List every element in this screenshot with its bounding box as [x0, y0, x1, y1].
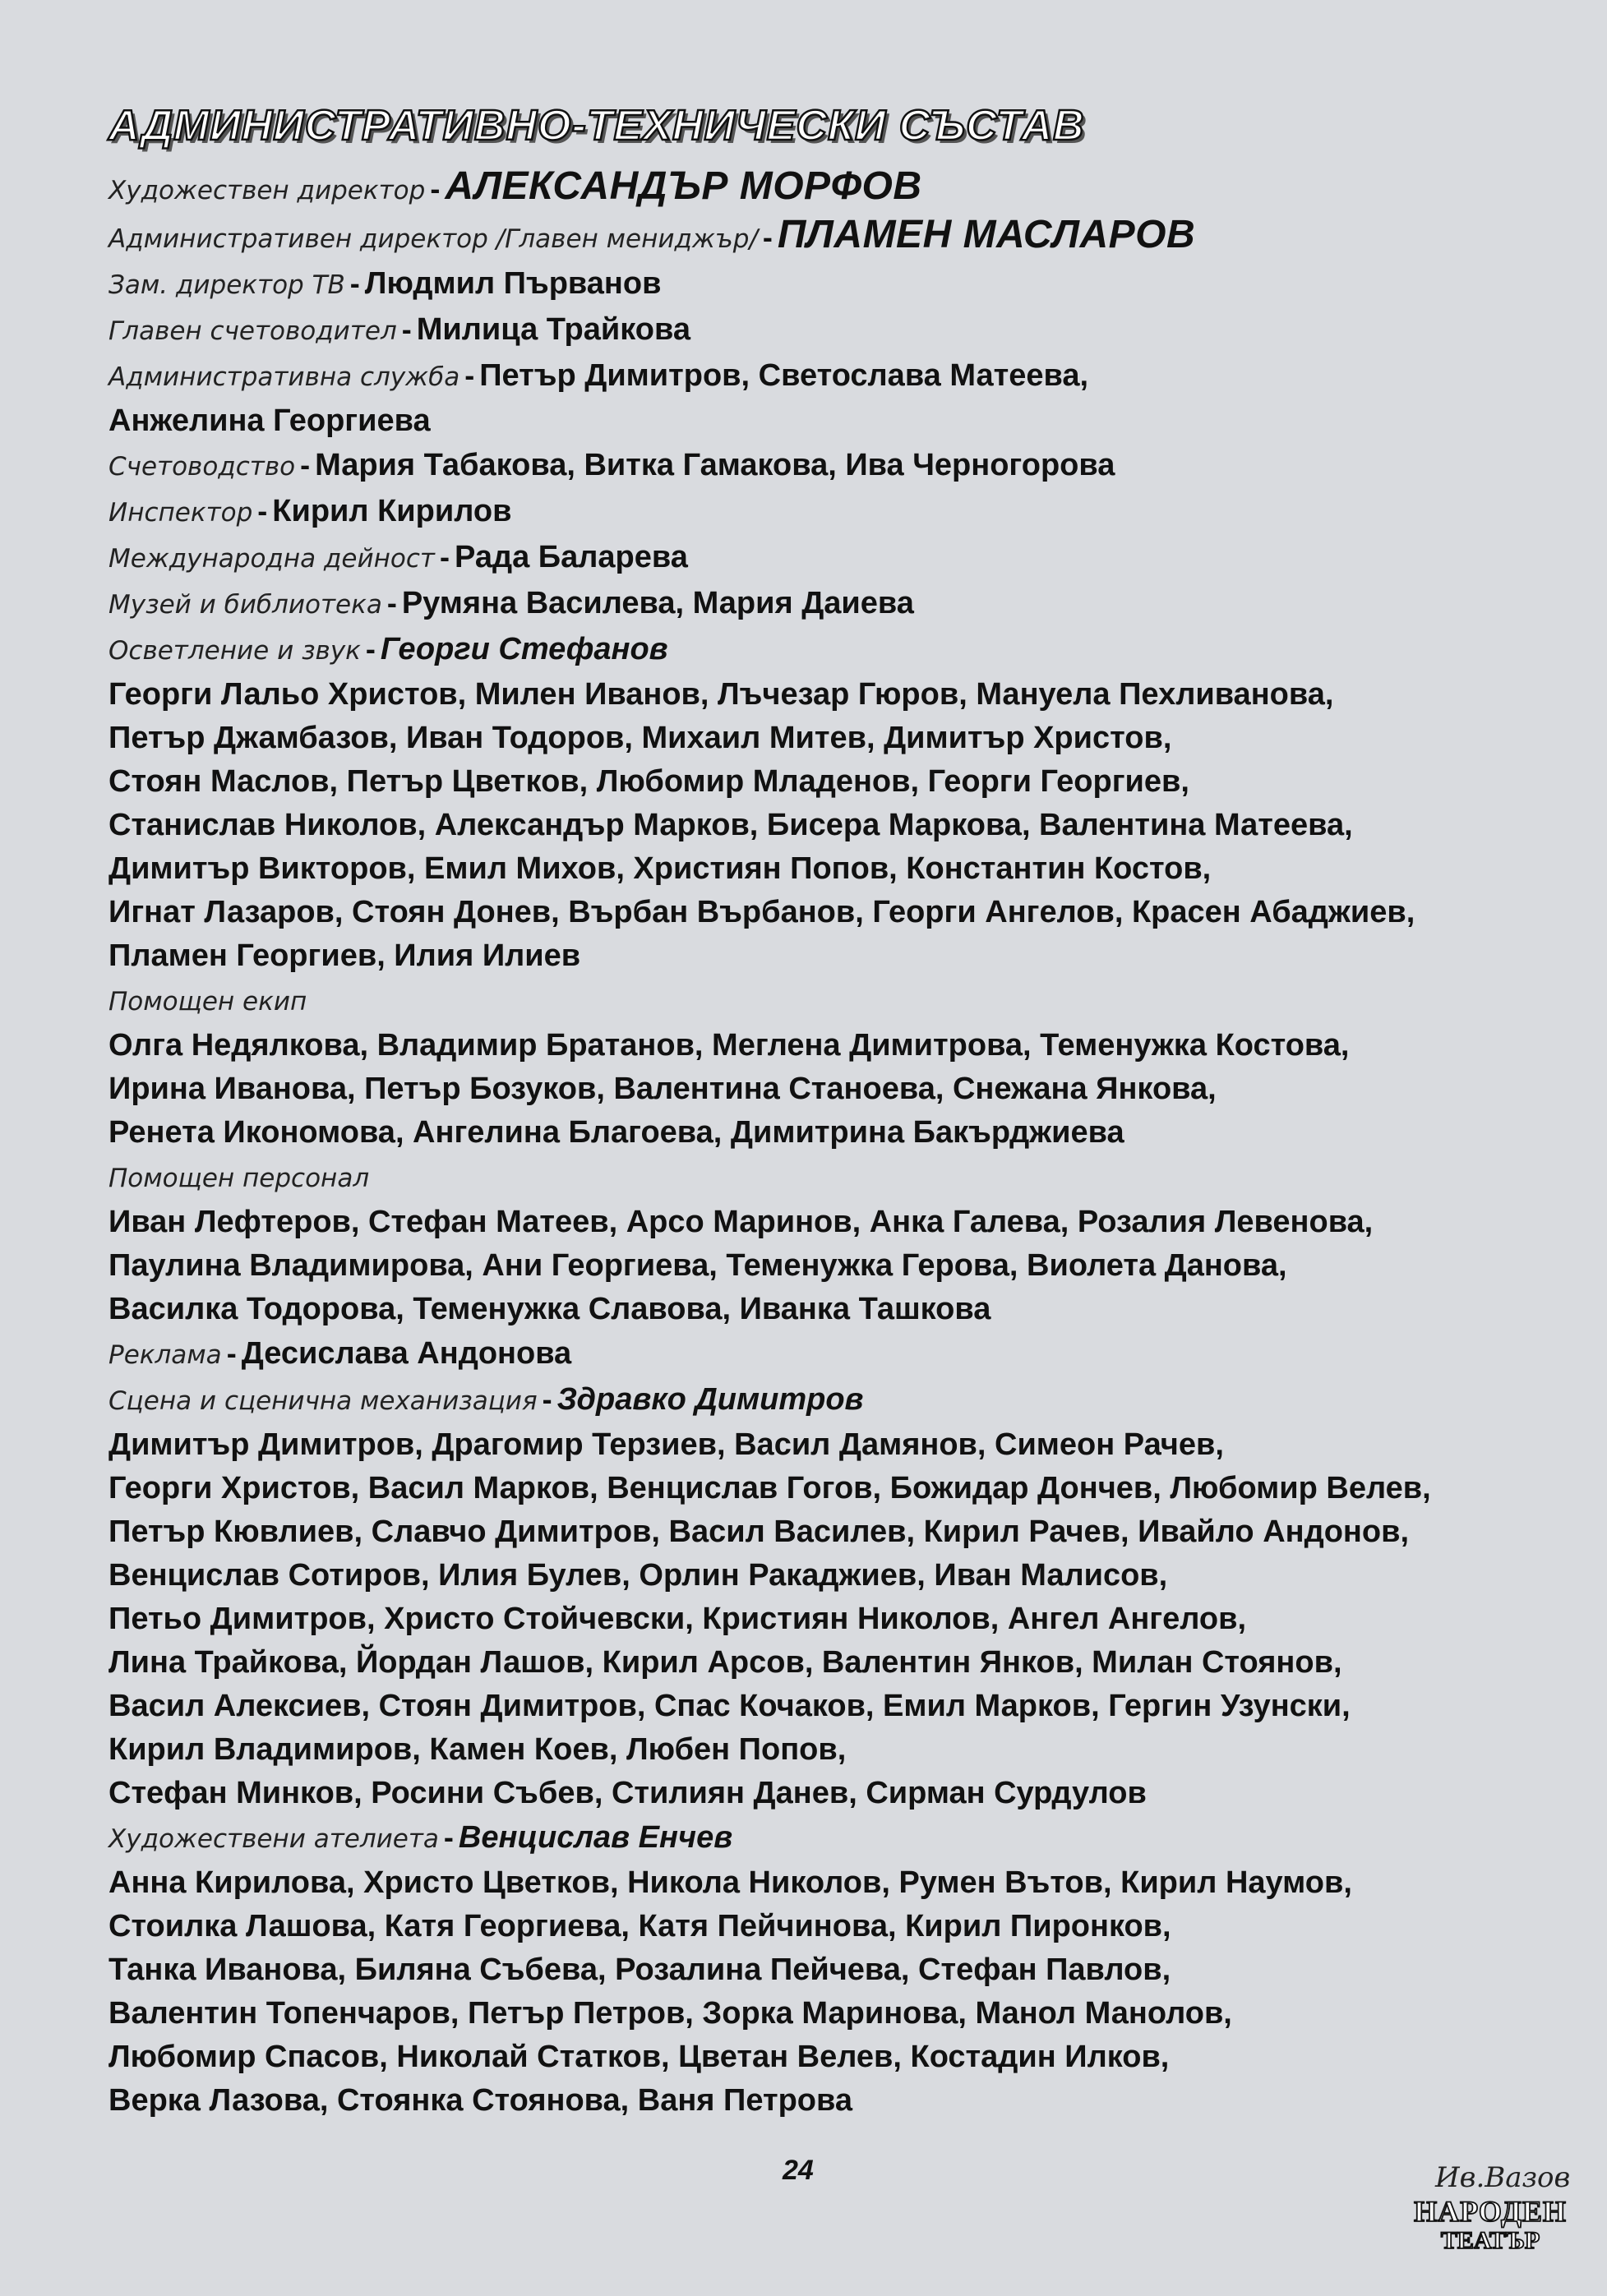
document-body — [109, 97, 1539, 2123]
logo-line-1: НАРОДЕН — [1414, 2195, 1567, 2228]
names-line: Пламен Георгиев, Илия Илиев — [109, 938, 581, 973]
names-line: Васил Алексиев, Стоян Димитров, Спас Кочаков, Емил Марков, Гергин Узунски, — [109, 1689, 1351, 1723]
person-name: Мария Табакова, Витка Гамакова, Ива Черногорова — [315, 448, 1115, 482]
names-line: Анна Кирилова, Христо Цветков, Никола Николов, Румен Вътов, Кирил Наумов, — [109, 1865, 1352, 1900]
names-line: Георги Христов, Васил Марков, Венцислав Гогов, Божидар Дончев, Любомир Велев, — [109, 1471, 1431, 1505]
role-line — [109, 261, 1539, 307]
names-line: Петър Кювлиев, Славчо Димитров, Васил Василев, Кирил Рачев, Ивайло Андонов, — [109, 1515, 1410, 1549]
person-name: АЛЕКСАНДЪР МОРФОВ — [445, 164, 922, 208]
separator: - — [300, 448, 311, 482]
logo-line-2: ТЕАТЪР — [1440, 2227, 1540, 2254]
person-name: Милица Трайкова — [416, 312, 690, 347]
person-name: Венцислав Енчев — [458, 1820, 733, 1855]
separator: - — [365, 632, 376, 666]
separator: - — [226, 1336, 237, 1370]
person-name: Румяна Василева, Мария Даиева — [401, 586, 914, 620]
separator: - — [401, 312, 412, 346]
names-line: Василка Тодорова, Теменужка Славова, Иванка Ташкова — [109, 1292, 991, 1326]
page-heading: АДМИНИСТРАТИВНО-ТЕХНИЧЕСКИ СЪСТАВ — [109, 102, 1085, 150]
logo-signature: Ив.Вазов — [1435, 2161, 1571, 2194]
names-line: Валентин Топенчаров, Петър Петров, Зорка Маринова, Манол Манолов, — [109, 1996, 1232, 2031]
role-label: Административна служба — [109, 362, 460, 392]
role-label: Художествени ателиета — [109, 1824, 439, 1854]
names-line: Стефан Минков, Росини Събев, Стилиян Данев, Сирман Сурдулов — [109, 1776, 1147, 1810]
names-line: Верка Лазова, Стоянка Стоянова, Ваня Петрова — [109, 2083, 853, 2118]
separator: - — [443, 1820, 454, 1854]
separator: - — [464, 358, 475, 392]
section-label: Помощен екип — [109, 987, 307, 1017]
separator: - — [386, 586, 397, 620]
names-line: Иван Лефтеров, Стефан Матеев, Арсо Маринов, Анка Галева, Розалия Левенова, — [109, 1205, 1374, 1239]
separator: - — [762, 220, 773, 254]
role-label: Музей и библиотека — [109, 590, 382, 620]
separator: - — [542, 1382, 552, 1416]
separator: - — [257, 494, 268, 528]
names-line: Олга Недялкова, Владимир Братанов, Меглена Димитрова, Теменужка Костова, — [109, 1028, 1350, 1063]
person-name: Кирил Кирилов — [272, 494, 512, 528]
section-label-line — [109, 1155, 1539, 1201]
role-label: Реклама — [109, 1340, 222, 1370]
role-line — [109, 627, 1539, 673]
role-line — [109, 489, 1539, 535]
role-line — [109, 443, 1539, 489]
names-line: Станислав Николов, Александър Марков, Бисера Маркова, Валентина Матеева, — [109, 808, 1353, 842]
role-line — [109, 353, 1539, 399]
role-label: Художествен директор — [109, 176, 426, 205]
person-name: ПЛАМЕН МАСЛАРОВ — [777, 213, 1196, 256]
role-line — [109, 213, 1539, 261]
names-line: Стоян Маслов, Петър Цветков, Любомир Младенов, Георги Георгиев, — [109, 764, 1189, 799]
section-label-line — [109, 978, 1539, 1024]
role-line — [109, 307, 1539, 353]
names-line: Ирина Иванова, Петър Бозуков, Валентина Станоева, Снежана Янкова, — [109, 1072, 1217, 1106]
role-line — [109, 1377, 1539, 1423]
role-label: Счетоводство — [109, 452, 296, 482]
role-label: Инспектор — [109, 498, 253, 528]
names-line: Ренета Икономова, Ангелина Благоева, Димитрина Бакърджиева — [109, 1115, 1124, 1150]
person-name: Рада Баларева — [454, 540, 688, 574]
role-label: Сцена и сценична механизация — [109, 1386, 538, 1416]
names-line: Петьо Димитров, Христо Стойчевски, Кристиян Николов, Ангел Ангелов, — [109, 1602, 1247, 1636]
person-name: Здравко Димитров — [556, 1382, 864, 1417]
names-line: Георги Лальо Христов, Милен Иванов, Лъчезар Гюров, Мануела Пехливанова, — [109, 677, 1334, 712]
names-line: Петър Джамбазов, Иван Тодоров, Михаил Митев, Димитър Христов, — [109, 721, 1172, 755]
role-label: Зам. директор ТВ — [109, 270, 345, 300]
person-name: Десислава Андонова — [241, 1336, 572, 1371]
role-label: Международна дейност — [109, 544, 435, 574]
names-line: Стоилка Лашова, Катя Георгиева, Катя Пейчинова, Кирил Пиронков, — [109, 1909, 1171, 1943]
separator: - — [439, 540, 450, 574]
names-line: Димитър Димитров, Драгомир Терзиев, Васил Дамянов, Симеон Рачев, — [109, 1427, 1224, 1462]
person-name: Людмил Първанов — [364, 266, 662, 301]
role-line — [109, 535, 1539, 581]
names-line: Игнат Лазаров, Стоян Донев, Върбан Върбанов, Георги Ангелов, Красен Абаджиев, — [109, 895, 1415, 929]
names-line: Лина Трайкова, Йордан Лашов, Кирил Арсов, Валентин Янков, Милан Стоянов, — [109, 1645, 1342, 1680]
names-line: Паулина Владимирова, Ани Георгиева, Теменужка Герова, Виолета Данова, — [109, 1248, 1287, 1283]
role-line — [109, 581, 1539, 627]
person-name: Георги Стефанов — [380, 632, 668, 666]
person-name: Петър Димитров, Светослава Матеева, — [479, 358, 1089, 393]
names-line: Кирил Владимиров, Камен Коев, Любен Попов, — [109, 1732, 847, 1767]
names-line: Любомир Спасов, Николай Статков, Цветан Велев, Костадин Илков, — [109, 2040, 1170, 2074]
role-label: Административен директор /Главен мениджър/ — [109, 224, 758, 254]
names-line: Венцислав Сотиров, Илия Булев, Орлин Ракаджиев, Иван Малисов, — [109, 1558, 1168, 1593]
role-line — [109, 1331, 1539, 1377]
role-line — [109, 164, 1539, 213]
names-line: Танка Иванова, Биляна Събева, Розалина Пейчева, Стефан Павлов, — [109, 1953, 1171, 1987]
names-line: Димитър Викторов, Емил Михов, Християн Попов, Константин Костов, — [109, 851, 1212, 886]
theatre-logo — [1412, 2161, 1571, 2260]
section-label: Помощен персонал — [109, 1164, 370, 1193]
names-line: Анжелина Георгиева — [109, 403, 431, 438]
separator: - — [349, 266, 360, 300]
separator: - — [430, 172, 441, 205]
role-line — [109, 1815, 1539, 1861]
role-label: Осветление и звук — [109, 636, 361, 666]
role-label: Главен счетоводител — [109, 316, 397, 346]
page-number: 24 — [783, 2155, 814, 2186]
